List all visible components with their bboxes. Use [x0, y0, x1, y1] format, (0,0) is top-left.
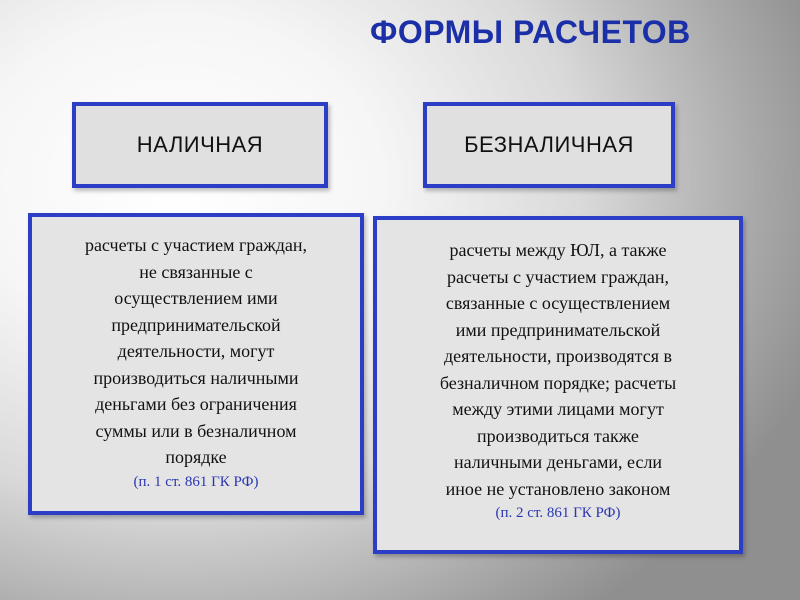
text-line: деятельности, производятся в	[443, 346, 673, 366]
reference-cash: (п. 1 ст. 861 ГК РФ)	[133, 473, 259, 490]
text-line: между этими лицами могут	[452, 399, 664, 419]
header-cashless	[423, 102, 675, 188]
content-cash	[28, 213, 364, 515]
header-cash-label: НАЛИЧНАЯ	[136, 132, 264, 157]
text-line: иное не установлено законом	[445, 478, 671, 499]
text-line: осуществлением ими	[114, 288, 278, 308]
text-line: ими предпринимательской	[455, 319, 661, 340]
text-line: безналичном порядке; расчеты	[439, 372, 677, 393]
header-cashless-label: БЕЗНАЛИЧНАЯ	[464, 132, 634, 157]
text-line: расчеты с участием граждан,	[446, 266, 670, 287]
text-line: деньгами без ограничения	[95, 394, 297, 414]
text-line: расчеты с участием граждан,	[84, 235, 308, 255]
text-line: предпринимательской	[111, 314, 281, 335]
text-line: не связанные с	[139, 261, 253, 282]
reference-cashless: (п. 2 ст. 861 ГК РФ)	[495, 505, 621, 521]
text-line: порядке	[165, 447, 227, 467]
content-cash-text	[38, 232, 354, 471]
text-line: производиться также	[477, 425, 639, 446]
text-line: деятельности, могут	[117, 341, 275, 361]
content-cashless	[373, 216, 743, 554]
content-cashless-text	[383, 237, 733, 502]
page-title: ФОРМЫ РАСЧЕТОВ	[370, 14, 691, 50]
header-cash	[72, 102, 328, 188]
text-line: расчеты между ЮЛ, а также	[449, 240, 667, 260]
text-line: производиться наличными	[93, 367, 299, 388]
text-line: связанные с осуществлением	[445, 293, 671, 313]
text-line: суммы или в безналичном	[95, 420, 297, 441]
text-line: наличными деньгами, если	[453, 452, 663, 472]
